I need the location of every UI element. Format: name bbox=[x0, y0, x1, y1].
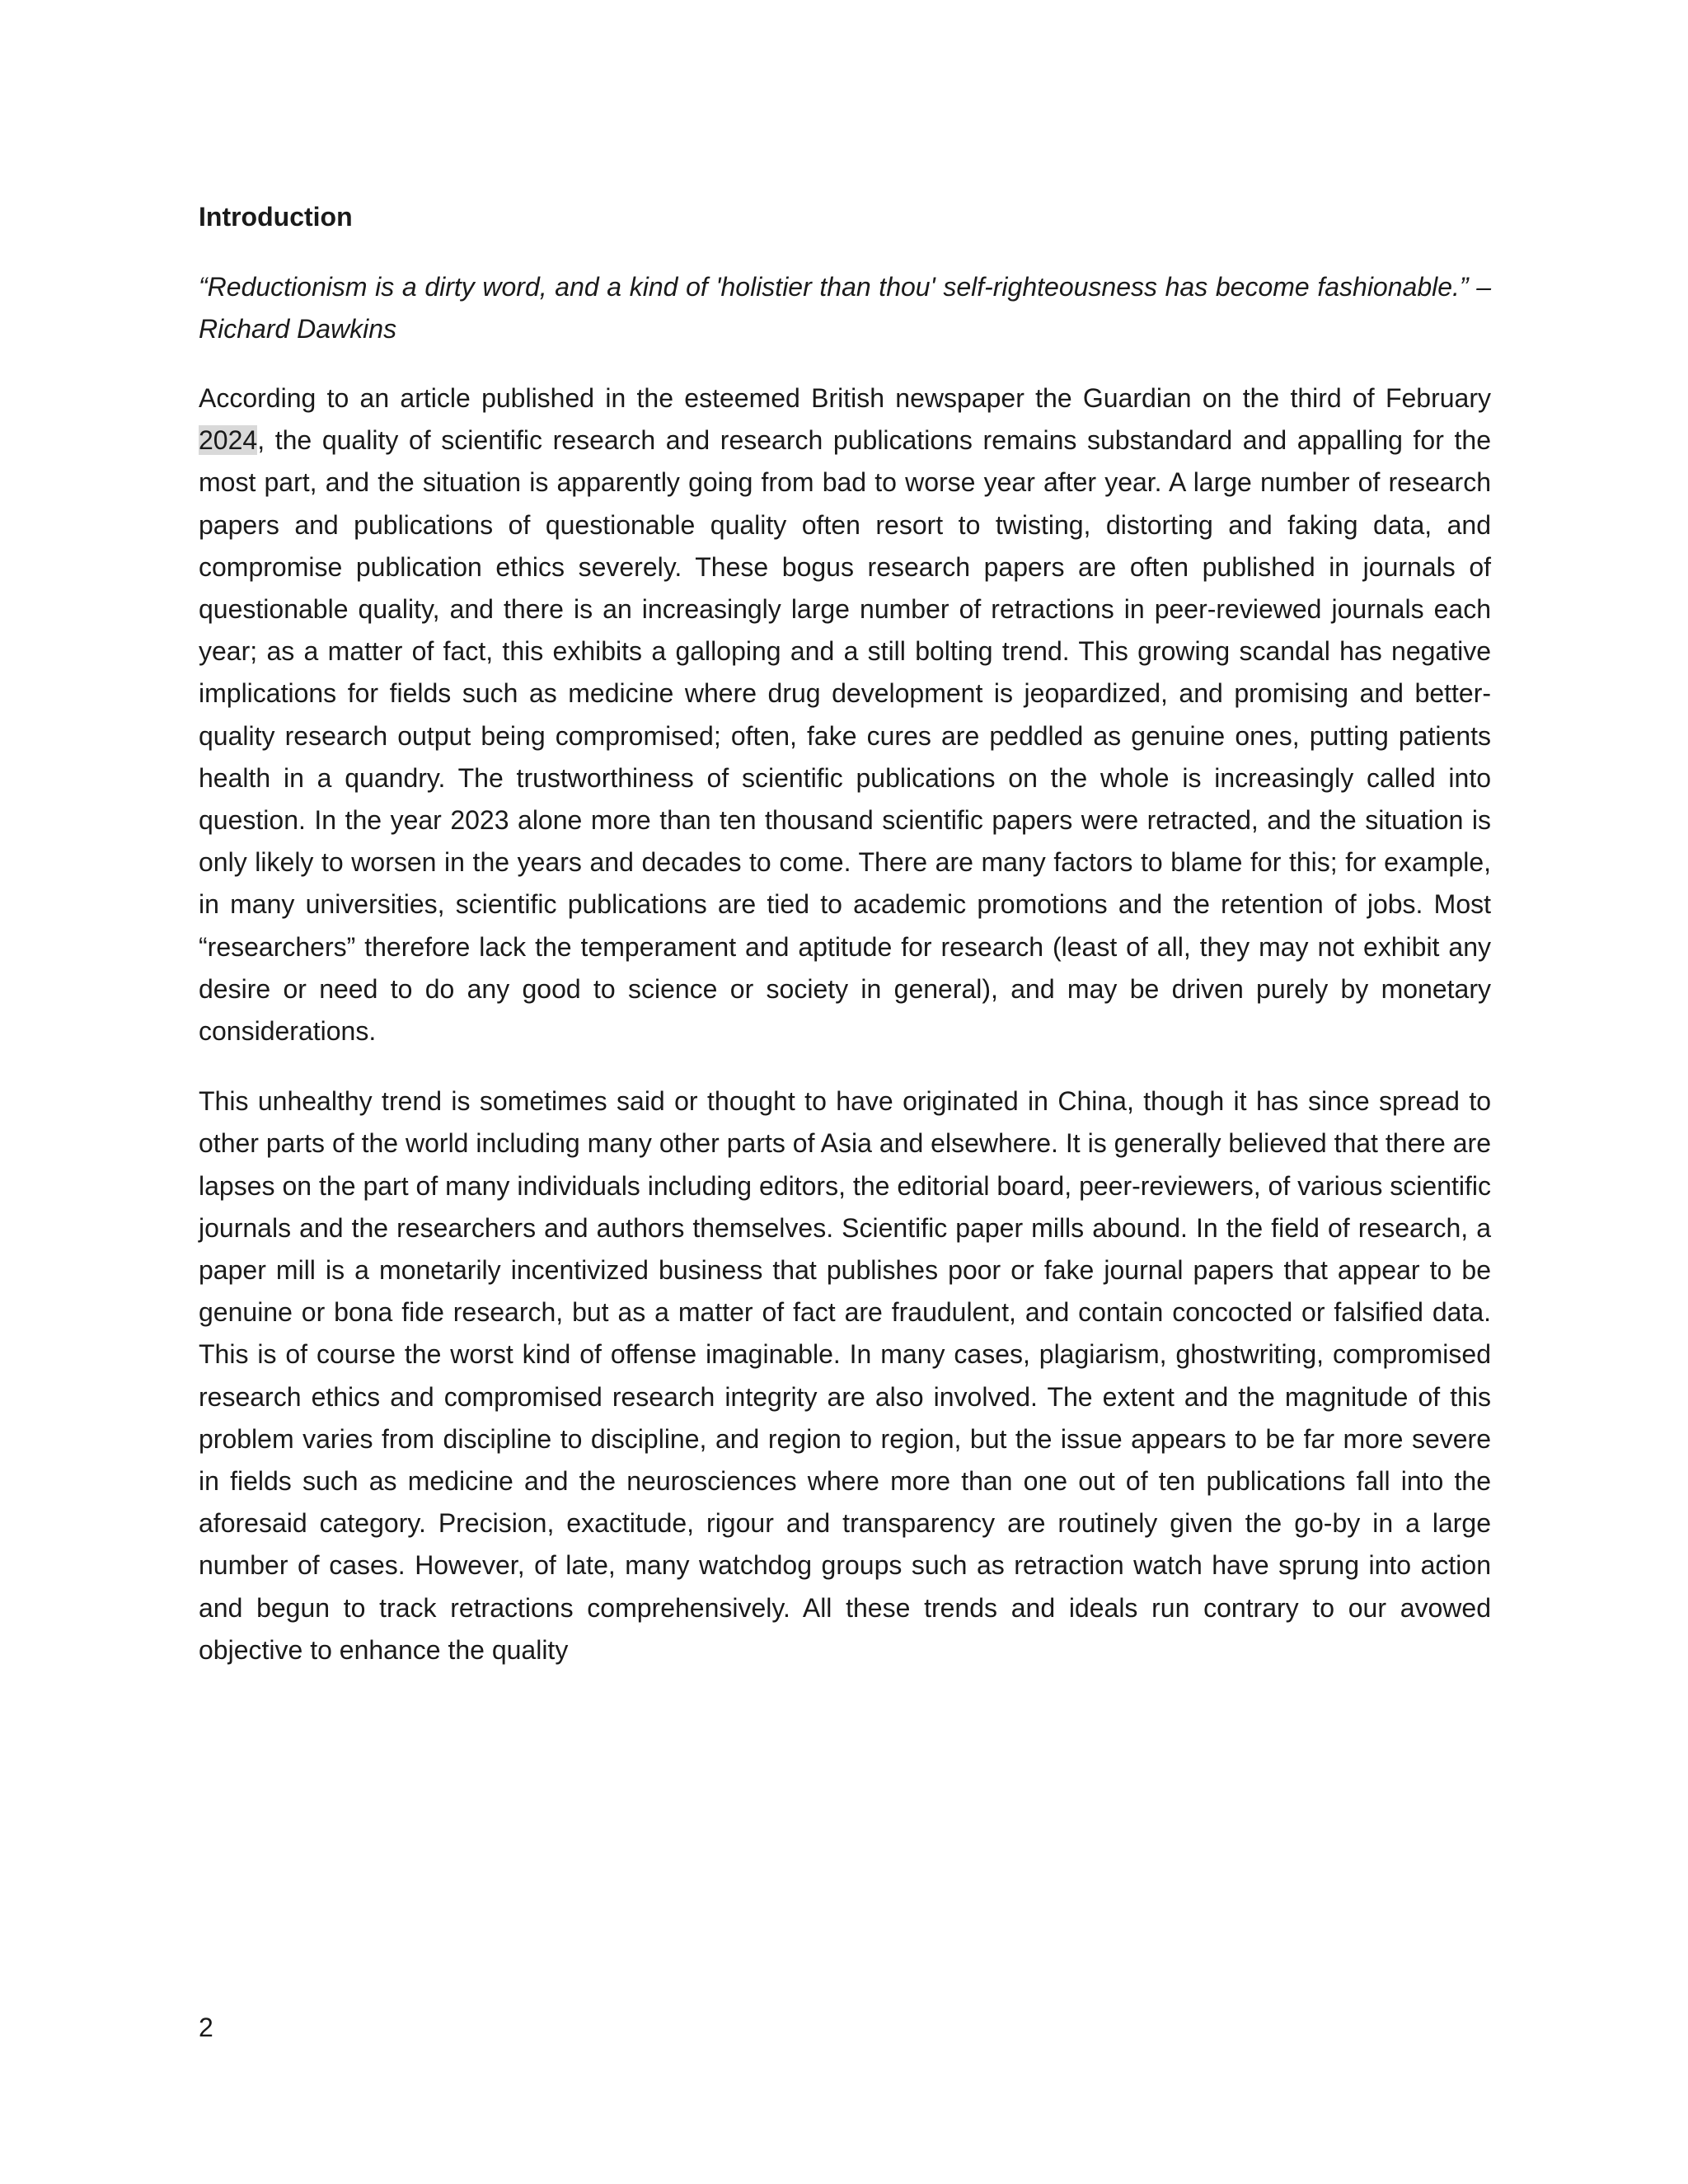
page-content bbox=[199, 196, 1491, 1699]
paragraph-1-text-start: According to an article published in the esteemed British newspaper the Guardian on the third of February bbox=[199, 383, 1491, 413]
paragraph-1 bbox=[199, 377, 1491, 1052]
highlighted-year: 2024 bbox=[199, 425, 258, 456]
epigraph-quote: “Reductionism is a dirty word, and a kind of 'holistier than thou' self-righteousness has become fashionable.” – Richard Dawkins bbox=[199, 272, 1491, 344]
page-number: 2 bbox=[199, 2013, 213, 2042]
section-heading: Introduction bbox=[199, 202, 353, 232]
paragraph-1-text-rest: , the quality of scientific research and research publications remains substandard and appalling for the most part, and the situation is apparently going from bad to worse year after year. A large number of research papers and publications of questionable quality often resort to twisting, distorting and faking data, and compromise publication ethics severely. These bogus research papers are often published in journals of questionable quality, and there is an increasingly large number of retractions in peer-reviewed journals each year; as a matter of fact, this exhibits a galloping and a still bolting trend. This growing scandal has negative implications for fields such as medicine where drug development is jeopardized, and promising and better-quality research output being compromised; often, fake cures are peddled as genuine ones, putting patients health in a quandry. The trustworthiness of scientific publications on the whole is increasingly called into question. In the year 2023 alone more than ten thousand scientific papers were retracted, and the situation is only likely to worsen in the years and decades to come. There are many factors to blame for this; for example, in many universities, scientific publications are tied to academic promotions and the retention of jobs. Most “researchers” therefore lack the temperament and aptitude for research (least of all, they may not exhibit any desire or need to do any good to science or society in general), and may be driven purely by monetary considerations. bbox=[199, 425, 1491, 1047]
paragraph-2: This unhealthy trend is sometimes said or thought to have originated in China, though it has since spread to other parts of the world including many other parts of Asia and elsewhere. It is generally believed that there are lapses on the part of many individuals including editors, the editorial board, peer-reviewers, of various scientific journals and the researchers and authors themselves. Scientific paper mills abound. In the field of research, a paper mill is a monetarily incentivized business that publishes poor or fake journal papers that appear to be genuine or bona fide research, but as a matter of fact are fraudulent, and contain concocted or falsified data. This is of course the worst kind of offense imaginable. In many cases, plagiarism, ghostwriting, compromised research ethics and compromised research integrity are also involved. The extent and the magnitude of this problem varies from discipline to discipline, and region to region, but the issue appears to be far more severe in fields such as medicine and the neurosciences where more than one out of ten publications fall into the aforesaid category. Precision, exactitude, rigour and transparency are routinely given the go-by in a large number of cases. However, of late, many watchdog groups such as retraction watch have sprung into action and begun to track retractions comprehensively. All these trends and ideals run contrary to our avowed objective to enhance the quality bbox=[199, 1086, 1491, 1665]
